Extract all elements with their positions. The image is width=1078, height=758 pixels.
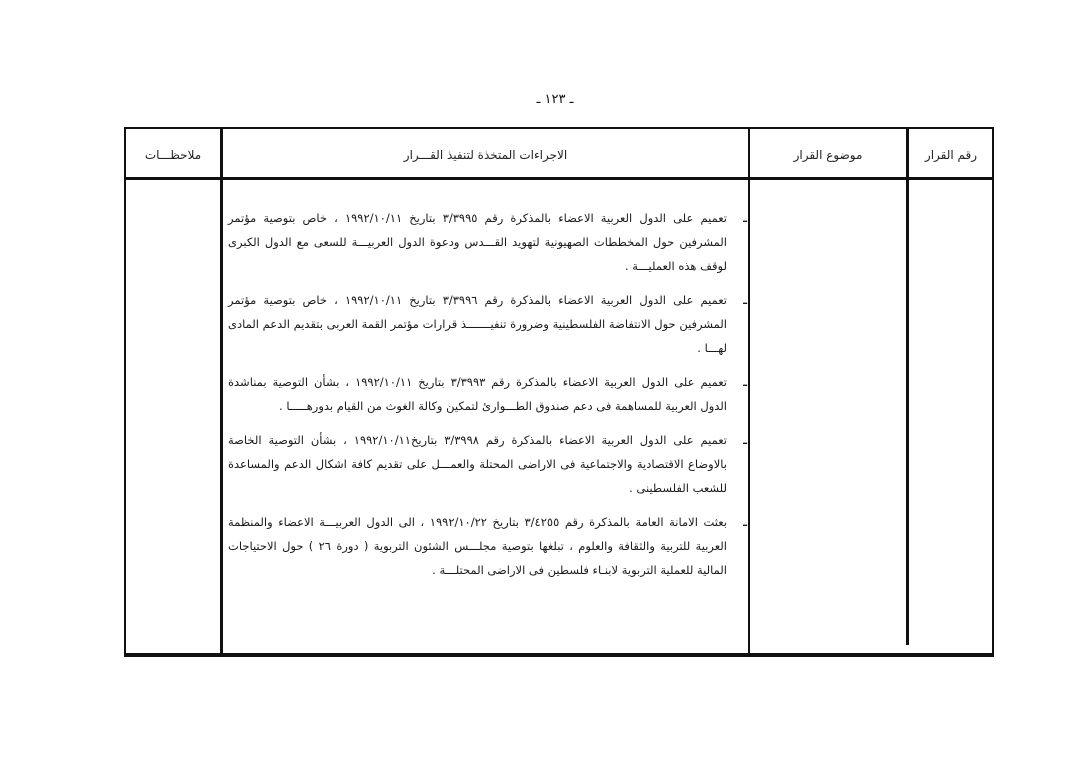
action-text: تعميم على الدول العربية الاعضاء بالمذكرة رقم ٣/٣٩٩٥ بتاريخ ١٩٩٢/١٠/١١ ، خاص بتوصية مؤتمر المشرفين حول المخططات الصهيونية لتهويد القـــدس ودعوة الدول العربيـــة للسعى مع الدول الكبرى لوقف هذه العمليـــة . [228,211,727,273]
actions-list [228,206,747,592]
column-divider-subject [906,129,909,645]
action-item [228,370,747,418]
action-text: بعثت الامانة العامة بالمذكرة رقم ٣/٤٢٥٥ بتاريخ ١٩٩٢/١٠/٢٢ ، الى الدول العربيـــة الاعضاء والمنظمة العربية للتربية والثقافة والعلوم ، تبلغها بتوصية مجلـــس الشئون التربوية ( دورة ٢٦ ) حول الاحتياجات المالية للعملية التربوية لابنـاء فلسطين فى الاراضى المحتلـــة . [228,515,727,577]
column-divider-actions [748,129,750,653]
action-item [228,206,747,278]
action-text: تعميم على الدول العربية الاعضاء بالمذكرة رقم ٣/٣٩٩٣ بتاريخ ١٩٩٢/١٠/١١ ، بشأن التوصية بمناشدة الدول العربية للمساهمة فى دعم صندوق الطـــوارئ لتمكين وكالة الغوث من القيام بدورهـــــا . [228,375,727,413]
header-actions-taken: الاجراءات المتخذة لتنفيذ القـــرار [403,148,568,162]
page-number: ـ ١٢٣ ـ [536,92,574,107]
list-bullet: ـ [743,515,747,529]
list-bullet: ـ [743,433,747,447]
header-notes: ملاحظـــات [144,148,202,162]
action-item [228,288,747,360]
list-bullet: ـ [743,211,747,225]
list-bullet: ـ [743,293,747,307]
action-text: تعميم على الدول العربية الاعضاء بالمذكرة رقم ٣/٣٩٩٦ بتاريخ ١٩٩٢/١٠/١١ ، خاص بتوصية مؤتمر المشرفين حول الانتفاضة الفلسطينية وضرورة تنفيـــــــذ قرارات مؤتمر القمة العربى بتقديم الدعم المادى لهـــا . [228,293,727,355]
header-decision-subject: موضوع القرار [793,148,863,162]
header-divider [126,177,992,180]
action-item [228,428,747,500]
header-decision-number: رقم القرار [924,148,978,162]
action-item [228,510,747,582]
action-text: تعميم على الدول العربية الاعضاء بالمذكرة رقم ٣/٣٩٩٨ بتاريخ١٩٩٢/١٠/١١ ، بشأن التوصية الخاصة بالاوضاع الاقتصادية والاجتماعية فى الاراضى المحتلة والعمـــل على تقديم كافة اشكال الدعم والمساعدة للشعب الفلسطينى . [228,433,727,495]
column-divider-notes [220,129,223,653]
list-bullet: ـ [743,375,747,389]
table-bottom-rule [124,655,994,657]
